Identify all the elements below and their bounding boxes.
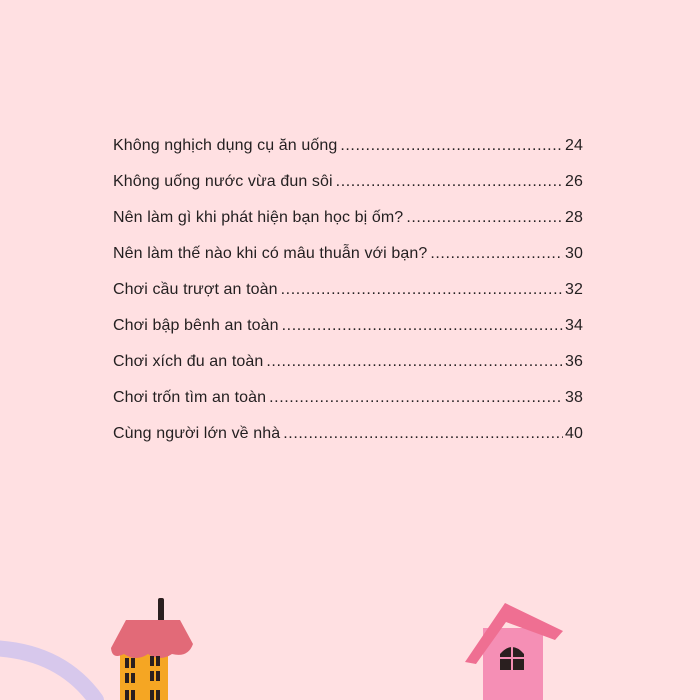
toc-entry-title: Không uống nước vừa đun sôi bbox=[113, 173, 333, 190]
toc-entry-page: 24 bbox=[565, 137, 583, 154]
toc-entry-title: Chơi cầu trượt an toàn bbox=[113, 281, 278, 298]
toc-entry-title: Chơi trốn tìm an toàn bbox=[113, 389, 267, 406]
toc-entry-page: 36 bbox=[565, 353, 583, 370]
toc-entry-page: 32 bbox=[565, 281, 583, 298]
toc-entry-title: Nên làm thế nào khi có mâu thuẫn với bạn? bbox=[113, 245, 428, 262]
toc-entry-title: Nên làm gì khi phát hiện bạn học bị ốm? bbox=[113, 209, 404, 226]
toc-entry-page: 34 bbox=[565, 317, 583, 334]
toc-entry-page: 30 bbox=[565, 245, 583, 262]
right-house-illustration bbox=[465, 603, 563, 700]
toc-entry-page: 38 bbox=[565, 389, 583, 406]
left-house-illustration bbox=[111, 598, 193, 700]
toc-entry-title: Chơi xích đu an toàn bbox=[113, 353, 264, 370]
decorative-arc bbox=[0, 648, 96, 700]
toc-entry-page: 26 bbox=[565, 173, 583, 190]
toc-entry-title: Không nghịch dụng cụ ăn uống bbox=[113, 137, 338, 154]
toc-entry-title: Cùng người lớn về nhà bbox=[113, 425, 281, 442]
toc-entry-title: Chơi bập bênh an toàn bbox=[113, 317, 279, 334]
toc-entry-page: 28 bbox=[565, 209, 583, 226]
toc-entry-page: 40 bbox=[565, 425, 583, 442]
